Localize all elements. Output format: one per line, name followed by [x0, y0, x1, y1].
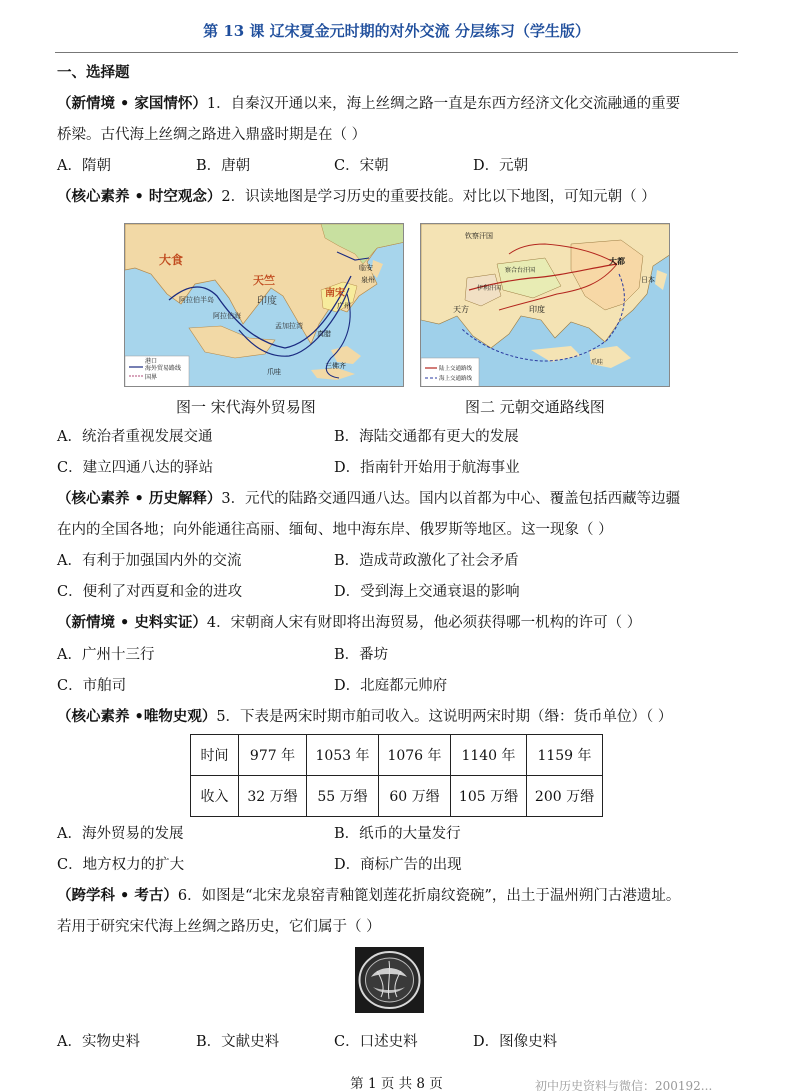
map1-label-arabian-sea: 阿拉伯海	[213, 312, 241, 320]
map2-label-java: 爪哇	[591, 359, 604, 366]
table-row	[191, 735, 603, 776]
q1-option-c: C．宋朝	[334, 158, 389, 174]
table-cell: 200 万缗	[527, 776, 603, 817]
map2-legend-land: 陆上交通路线	[439, 366, 473, 372]
question-1-tag: （新情境 • 家国情怀）	[57, 95, 207, 112]
table-cell: 55 万缗	[307, 776, 379, 817]
q5-option-c: C．地方权力的扩大	[57, 857, 185, 873]
table-cell: 时间	[191, 735, 239, 776]
map1-label-guangzhou: 广州	[337, 302, 351, 310]
table-cell: 1140 年	[451, 735, 527, 776]
q5-option-b: B．纸币的大量发行	[334, 826, 461, 842]
map1-label-quanzhou: 泉州	[361, 276, 375, 284]
question-6-line-1	[57, 886, 680, 906]
map-yuan-routes	[420, 223, 670, 387]
question-2-tag: （核心素养 • 时空观念）	[57, 188, 222, 205]
table-cell: 105 万缗	[451, 776, 527, 817]
table-cell: 1053 年	[307, 735, 379, 776]
map1-label-india: 印度	[257, 296, 277, 307]
map-song-maritime-trade	[124, 223, 404, 387]
question-5-tag: （核心素养 •唯物史观）	[57, 708, 217, 725]
q1-option-b: B．唐朝	[196, 158, 251, 174]
q5-option-a: A．海外贸易的发展	[57, 826, 184, 842]
q4-option-b: B．番坊	[334, 647, 389, 663]
q2-option-b: B．海陆交通都有更大的发展	[334, 429, 519, 445]
table-cell: 1076 年	[379, 735, 451, 776]
q4-option-d: D．北庭都元帅府	[334, 678, 448, 694]
question-3-stem-2: 在内的全国各地；向外能通往高丽、缅甸、地中海东岸、俄罗斯等地区。这一现象（ ）	[57, 522, 613, 538]
question-1-stem-2: 桥梁。古代海上丝绸之路进入鼎盛时期是在（ ）	[57, 127, 367, 143]
bowl-svg	[355, 947, 424, 1013]
question-4-tag: （新情境 • 史料实证）	[57, 614, 207, 631]
map1-label-bay-of-bengal: 孟加拉湾	[275, 322, 303, 330]
question-3-line-1	[57, 489, 680, 509]
map-song-svg	[125, 224, 404, 387]
q6-option-b: B．文献史料	[196, 1034, 280, 1050]
table-row	[191, 776, 603, 817]
map1-label-southern-song: 南宋	[325, 288, 345, 299]
question-1-stem-1: 1．自秦汉开通以来，海上丝绸之路一直是东西方经济文化交流融通的重要	[206, 96, 681, 112]
map2-label-chagatai: 察合台汗国	[505, 267, 536, 274]
map2-label-dadu: 大都	[609, 257, 625, 266]
map1-label-tianzhu: 天竺	[253, 274, 275, 287]
table-cell: 1159 年	[527, 735, 603, 776]
table-cell: 977 年	[239, 735, 307, 776]
question-2-stem: 2．识读地图是学习历史的重要技能。对比以下地图，可知元朝（ ）	[221, 189, 656, 205]
question-4-stem: 4．宋朝商人宋有财即将出海贸易，他必须获得哪一机构的许可（ ）	[206, 615, 642, 631]
map1-label-arabia: 阿拉伯半岛	[179, 296, 214, 304]
header-divider	[55, 52, 738, 53]
question-4-line	[57, 613, 641, 633]
section-title: 一、选择题	[57, 64, 130, 81]
table-cell: 收入	[191, 776, 239, 817]
q3-option-d: D．受到海上交通衰退的影响	[334, 584, 520, 600]
q2-option-a: A．统治者重视发展交通	[57, 429, 213, 445]
table-cell: 32 万缗	[239, 776, 307, 817]
map2-label-japan: 日本	[641, 276, 655, 284]
q4-option-c: C．市舶司	[57, 678, 127, 694]
q1-option-a: A．隋朝	[57, 158, 111, 174]
question-6-stem-1: 6．如图是“北宋龙泉窑青釉篦划莲花折扇纹瓷碗”，出土于温州朔门古港遗址。	[177, 888, 681, 904]
map1-caption: 图一 宋代海外贸易图	[176, 398, 316, 416]
map-yuan-svg	[421, 224, 670, 387]
question-6-tag: （跨学科 • 考古）	[57, 887, 178, 904]
map1-label-srivijaya: 三佛齐	[325, 362, 346, 370]
map1-legend-route: 海外贸易路线	[145, 365, 182, 372]
map2-label-kipchak: 钦察汗国	[465, 232, 493, 240]
map2-label-ilkhanate: 伊利汗国	[477, 285, 502, 292]
celadon-bowl-photo	[355, 947, 424, 1013]
question-5-stem: 5．下表是两宋时期市舶司收入。这说明两宋时期（缗：货币单位）（ ）	[216, 709, 673, 725]
q6-option-a: A．实物史料	[57, 1034, 140, 1050]
map1-legend-border: 国界	[145, 374, 158, 381]
table-cell: 60 万缗	[379, 776, 451, 817]
page-number: 第 1 页 共 8 页	[350, 1076, 443, 1091]
page-header-title: 第 13 课 辽宋夏金元时期的对外交流 分层练习（学生版）	[203, 22, 590, 40]
question-6-stem-2: 若用于研究宋代海上丝绸之路历史，它们属于（ ）	[57, 919, 381, 935]
map1-label-linan: 临安	[359, 264, 373, 272]
revenue-table	[190, 734, 603, 817]
q6-option-c: C．口述史料	[334, 1034, 418, 1050]
map1-legend-port: 港口	[145, 358, 158, 365]
map1-label-dashi: 大食	[159, 253, 184, 267]
q2-option-d: D．指南针开始用于航海事业	[334, 460, 520, 476]
question-1-line-1	[57, 94, 680, 114]
q6-option-d: D．图像史料	[473, 1034, 558, 1050]
map2-label-india: 印度	[529, 305, 545, 314]
map2-label-tianfang: 天方	[453, 305, 469, 314]
question-3-stem-1: 3．元代的陆路交通四通八达。国内以首都为中心、覆盖包括西藏等边疆	[221, 491, 681, 507]
map1-label-java: 爪哇	[267, 368, 281, 376]
q5-option-d: D．商标广告的出现	[334, 857, 462, 873]
question-5-line	[57, 707, 672, 727]
map2-caption: 图二 元朝交通路线图	[465, 398, 605, 416]
q3-option-c: C．便利了对西夏和金的进攻	[57, 584, 243, 600]
q2-option-c: C．建立四通八达的驿站	[57, 460, 214, 476]
map2-legend-sea: 海上交通路线	[439, 376, 473, 382]
question-3-tag: （核心素养 • 历史解释）	[57, 490, 222, 507]
watermark-text: 初中历史资料与微信：200192...	[535, 1079, 713, 1091]
question-2-line	[57, 187, 656, 207]
q3-option-a: A．有利于加强国内外的交流	[57, 553, 242, 569]
q1-option-d: D．元朝	[473, 158, 529, 174]
q3-option-b: B．造成苛政激化了社会矛盾	[334, 553, 519, 569]
map1-label-zhenla: 真腊	[317, 330, 331, 338]
q4-option-a: A．广州十三行	[57, 647, 155, 663]
